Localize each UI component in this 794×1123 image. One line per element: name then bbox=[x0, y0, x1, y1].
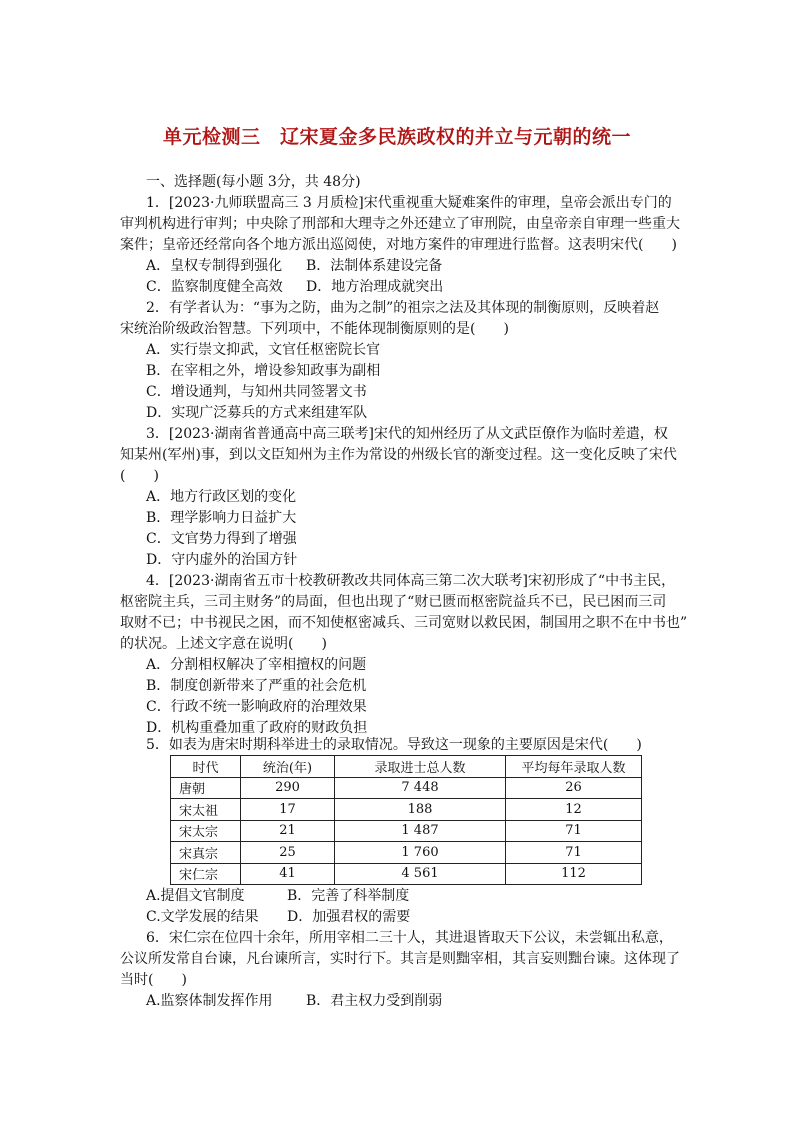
table-cell: 4 561 bbox=[335, 863, 506, 885]
q1-options-row-2 bbox=[146, 277, 443, 297]
q1-option-c[interactable]: C．监察制度健全高效 bbox=[146, 279, 283, 295]
page-title: 单元检测三 辽宋夏金多民族政权的并立与元朝的统一 bbox=[162, 126, 631, 148]
table-row bbox=[171, 863, 642, 885]
q5-option-a[interactable]: A.提倡文官制度 bbox=[146, 888, 245, 904]
section-heading: 一、选择题(每小题 3分，共 48分) bbox=[146, 174, 361, 190]
q4-line-1: 4．[2023·湖南省五市十校教研教改共同体高三第二次大联考]宋初形成了“中书主民， bbox=[146, 573, 676, 589]
q6-option-b[interactable]: B．君主权力受到削弱 bbox=[306, 993, 443, 1009]
table-cell: 41 bbox=[241, 863, 335, 885]
q4-option-a[interactable]: A．分割相权解决了宰相擅权的问题 bbox=[146, 657, 367, 673]
table-cell: 宋太宗 bbox=[171, 820, 241, 842]
q1-line-1: 1．[2023·九师联盟高三 3 月质检]宋代重视重大疑难案件的审理，皇帝会派出专门的 bbox=[146, 195, 672, 211]
table-cell: 1 760 bbox=[335, 842, 506, 864]
q2-line-1: 2．有学者认为：“事为之防，曲为之制”的祖宗之法及其体现的制衡原则，反映着赵 bbox=[146, 300, 660, 316]
table-row bbox=[171, 842, 642, 864]
table-cell: 25 bbox=[241, 842, 335, 864]
table-row bbox=[171, 820, 642, 842]
table-cell: 112 bbox=[506, 863, 642, 885]
q5-option-b[interactable]: B．完善了科举制度 bbox=[287, 888, 410, 904]
table-cell: 71 bbox=[506, 820, 642, 842]
q5-option-d[interactable]: D．加强君权的需要 bbox=[287, 909, 411, 925]
admission-table bbox=[170, 755, 642, 885]
q3-option-b[interactable]: B．理学影响力日益扩大 bbox=[146, 510, 297, 526]
table-header-cell: 录取进士总人数 bbox=[335, 756, 506, 778]
table-header-cell: 平均每年录取人数 bbox=[506, 756, 642, 778]
table-row bbox=[171, 777, 642, 799]
q2-option-b[interactable]: B．在宰相之外，增设参知政事为副相 bbox=[146, 363, 381, 379]
q3-option-c[interactable]: C．文官势力得到了增强 bbox=[146, 531, 297, 547]
q3-line-1: 3．[2023·湖南省普通高中高三联考]宋代的知州经历了从文武臣僚作为临时差遣，权 bbox=[146, 426, 668, 442]
q3-line-2: 知某州(军州)事，到以文臣知州为主作为常设的州级长官的渐变过程。这一变化反映了宋代 bbox=[120, 447, 677, 463]
q2-option-a[interactable]: A．实行崇文抑武，文官任枢密院长官 bbox=[146, 342, 381, 358]
table-row bbox=[171, 799, 642, 821]
table-cell: 1 487 bbox=[335, 820, 506, 842]
table-cell: 宋真宗 bbox=[171, 842, 241, 864]
q5-options-row-2 bbox=[146, 907, 410, 927]
q6-option-a[interactable]: A.监察体制发挥作用 bbox=[146, 993, 273, 1009]
q4-line-3: 取财不已；中书视民之困，而不知使枢密减兵、三司宽财以救民困，制国用之职不在中书也” bbox=[120, 615, 688, 631]
q5-options-row-1 bbox=[146, 886, 409, 906]
table-cell: 宋仁宗 bbox=[171, 863, 241, 885]
table-header-row bbox=[171, 756, 642, 778]
q1-line-2: 审判机构进行审判；中央除了刑部和大理寺之外还建立了审刑院，由皇帝亲自审理一些重大 bbox=[120, 216, 680, 232]
q6-line-2: 公议所发常自台谏，凡台谏所言，实时行下。其言是则黜宰相，其言妄则黜台谏。这体现了 bbox=[120, 951, 680, 967]
q3-line-3: ( ) bbox=[120, 468, 159, 484]
q2-line-2: 宋统治阶级政治智慧。下列项中，不能体现制衡原则的是( ) bbox=[120, 321, 509, 337]
table-cell: 12 bbox=[506, 799, 642, 821]
q3-option-d[interactable]: D．守内虚外的治国方针 bbox=[146, 552, 298, 568]
q2-option-c[interactable]: C．增设通判，与知州共同签署文书 bbox=[146, 384, 367, 400]
q4-option-c[interactable]: C．行政不统一影响政府的治理效果 bbox=[146, 699, 367, 715]
table-header-cell: 时代 bbox=[171, 756, 241, 778]
q1-option-d[interactable]: D．地方治理成就突出 bbox=[306, 279, 444, 295]
table-cell: 26 bbox=[506, 777, 642, 799]
q3-option-a[interactable]: A．地方行政区划的变化 bbox=[146, 489, 297, 505]
table-cell: 71 bbox=[506, 842, 642, 864]
q4-option-b[interactable]: B．制度创新带来了严重的社会危机 bbox=[146, 678, 367, 694]
q6-line-3: 当时( ) bbox=[120, 972, 187, 988]
table-cell: 7 448 bbox=[335, 777, 506, 799]
table-cell: 唐朝 bbox=[171, 777, 241, 799]
q1-options-row-1 bbox=[146, 256, 442, 276]
table-header-cell: 统治(年) bbox=[241, 756, 335, 778]
q6-line-1: 6．宋仁宗在位四十余年，所用宰相二三十人，其进退皆取天下公议，未尝辄出私意， bbox=[146, 930, 673, 946]
table-cell: 17 bbox=[241, 799, 335, 821]
q2-option-d[interactable]: D．实现广泛募兵的方式来组建军队 bbox=[146, 405, 368, 421]
q5-line-1: 5．如表为唐宋时期科举进士的录取情况。导致这一现象的主要原因是宋代( ) bbox=[146, 737, 642, 753]
table-cell: 21 bbox=[241, 820, 335, 842]
q4-line-4: 的状况。上述文字意在说明( ) bbox=[120, 636, 327, 652]
table-cell: 188 bbox=[335, 799, 506, 821]
table-cell: 宋太祖 bbox=[171, 799, 241, 821]
q4-option-d[interactable]: D．机构重叠加重了政府的财政负担 bbox=[146, 720, 368, 736]
q4-line-2: 枢密院主兵，三司主财务”的局面，但也出现了“财已匮而枢密院益兵不已，民已困而三司 bbox=[120, 594, 667, 610]
q1-option-a[interactable]: A．皇权专制得到强化 bbox=[146, 258, 283, 274]
q1-line-3: 案件；皇帝还经常向各个地方派出巡阅使，对地方案件的审理进行监督。这表明宋代( ) bbox=[120, 237, 677, 253]
q1-option-b[interactable]: B．法制体系建设完备 bbox=[306, 258, 443, 274]
table-cell: 290 bbox=[241, 777, 335, 799]
q5-option-c[interactable]: C.文学发展的结果 bbox=[146, 909, 259, 925]
q6-options-row-1 bbox=[146, 991, 442, 1011]
